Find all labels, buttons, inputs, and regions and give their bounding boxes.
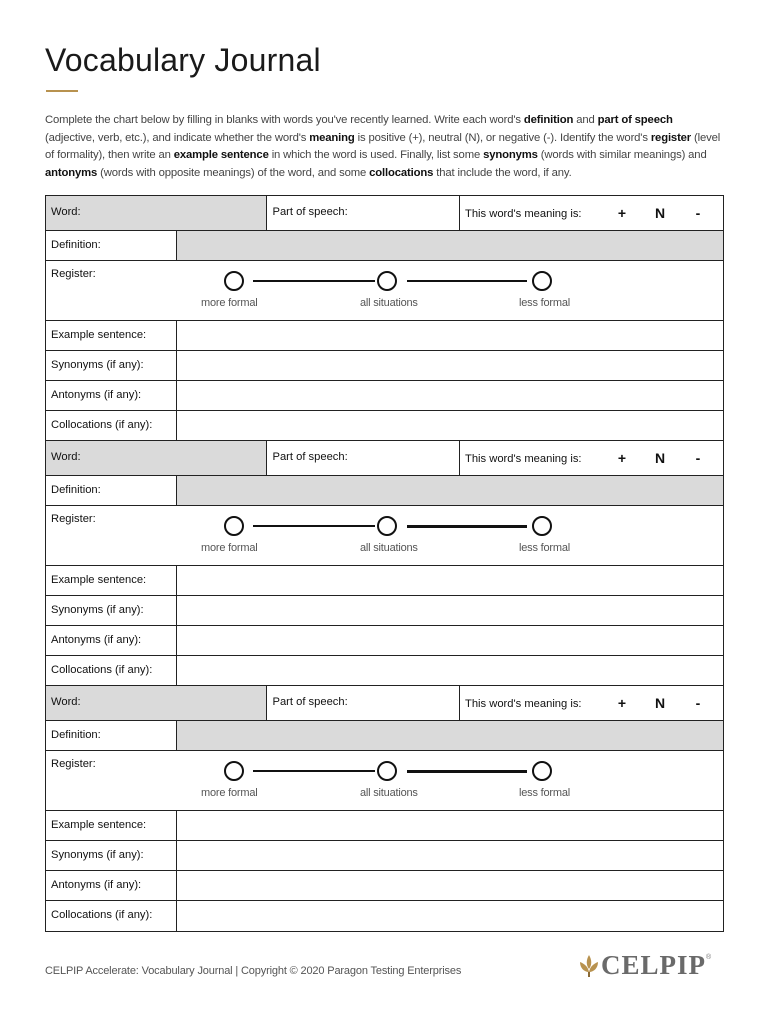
antonyms-row [46,871,723,901]
example-label: Example sentence: [46,811,177,840]
logo-brand-text: CELPIP [601,950,707,980]
meaning-positive-option[interactable]: + [617,205,627,221]
definition-field[interactable] [177,476,723,505]
example-label: Example sentence: [46,566,177,595]
intro-keyword: part of speech [597,114,673,126]
all-situations-label: all situations [360,787,418,799]
register-label: Register: [51,268,96,280]
synonyms-row [46,596,723,626]
synonyms-row [46,351,723,381]
less-formal-label: less formal [519,297,570,309]
example-field[interactable] [177,811,723,840]
synonyms-row [46,841,723,871]
meaning-neutral-option[interactable]: N [654,205,666,221]
definition-label: Definition: [46,476,177,505]
definition-field[interactable] [177,721,723,750]
definition-label: Definition: [46,721,177,750]
word-row [46,441,723,476]
meaning-label: This word's meaning is: [465,208,582,220]
word-field[interactable] [46,196,267,230]
intro-keyword: example sentence [173,149,269,161]
collocations-label: Collocations (if any): [46,656,177,685]
journal-entry [46,441,723,686]
scale-line-right [407,525,527,528]
intro-keyword: meaning [309,131,355,144]
collocations-label: Collocations (if any): [46,901,177,931]
collocations-row [46,656,723,686]
register-row [46,506,723,566]
collocations-field[interactable] [177,901,723,931]
antonyms-field[interactable] [177,871,723,900]
scale-line-left [253,770,375,772]
more-formal-label: more formal [201,787,258,799]
synonyms-field[interactable] [177,596,723,625]
vocabulary-table [45,195,724,932]
less-formal-label: less formal [519,787,570,799]
example-row [46,321,723,351]
example-row [46,566,723,596]
intro-text: Complete the chart below by filling in blanks with words you've recently learned. Write each word's [45,114,524,126]
all-situations-radio[interactable] [377,761,397,781]
word-field[interactable] [46,441,267,475]
meaning-positive-option[interactable]: + [617,695,627,711]
meaning-label: This word's meaning is: [465,453,582,465]
less-formal-radio[interactable] [532,516,552,536]
intro-text: is positive (+), neutral (N), or negative (-). Identify the word's [354,131,651,144]
collocations-row [46,411,723,441]
intro-text: in which the word is used. Finally, list some [268,149,484,161]
intro-text: (words with opposite meanings) of the word, and some [97,166,370,179]
register-scale [46,751,723,810]
antonyms-field[interactable] [177,626,723,655]
collocations-label: Collocations (if any): [46,411,177,440]
word-label: Word: [51,696,81,708]
all-situations-radio[interactable] [377,271,397,291]
antonyms-label: Antonyms (if any): [46,626,177,655]
word-field[interactable] [46,686,267,720]
journal-entry [46,686,723,932]
intro-keyword: synonyms [483,149,538,161]
footer-copyright: CELPIP Accelerate: Vocabulary Journal | Copyright © 2020 Paragon Testing Enterprises [45,965,462,977]
antonyms-row [46,626,723,656]
instructions-paragraph [45,112,725,182]
synonyms-label: Synonyms (if any): [46,841,177,870]
example-row [46,811,723,841]
scale-line-left [253,280,375,282]
synonyms-label: Synonyms (if any): [46,596,177,625]
example-field[interactable] [177,566,723,595]
example-field[interactable] [177,321,723,350]
meaning-negative-option[interactable]: - [695,695,701,711]
part-of-speech-label: Part of speech: [272,451,348,463]
intro-text: and [573,114,598,126]
leaf-icon [577,953,601,979]
part-of-speech-field[interactable] [267,686,460,720]
intro-keyword: antonyms [45,166,98,179]
title-underline [46,90,78,92]
definition-row [46,476,723,506]
page-title: Vocabulary Journal [45,42,321,78]
celpip-logo [577,950,711,981]
all-situations-radio[interactable] [377,516,397,536]
more-formal-label: more formal [201,542,258,554]
register-row [46,751,723,811]
journal-entry [46,196,723,441]
part-of-speech-field[interactable] [267,196,460,230]
meaning-label: This word's meaning is: [465,698,582,710]
synonyms-field[interactable] [177,351,723,380]
definition-row [46,721,723,751]
part-of-speech-label: Part of speech: [272,206,348,218]
intro-keyword: definition [523,114,574,126]
word-label: Word: [51,451,81,463]
registered-mark: ® [706,954,712,961]
meaning-positive-option[interactable]: + [617,450,627,466]
scale-line-left [253,525,375,527]
example-label: Example sentence: [46,321,177,350]
all-situations-label: all situations [360,297,418,309]
intro-text: (level of formality), then write an [45,131,721,161]
meaning-field [460,686,723,720]
more-formal-radio[interactable] [224,516,244,536]
intro-keyword: register [650,131,692,144]
meaning-field [460,196,723,230]
antonyms-row [46,381,723,411]
intro-keyword: collocations [369,166,434,179]
intro-text: (words with similar meanings) and [537,149,707,161]
less-formal-radio[interactable] [532,271,552,291]
synonyms-field[interactable] [177,841,723,870]
register-label: Register: [51,758,96,770]
meaning-field [460,441,723,475]
scale-line-right [407,770,527,773]
collocations-field[interactable] [177,656,723,685]
part-of-speech-field[interactable] [267,441,460,475]
register-scale [46,261,723,320]
more-formal-radio[interactable] [224,271,244,291]
meaning-negative-option[interactable]: - [695,205,701,221]
all-situations-label: all situations [360,542,418,554]
less-formal-label: less formal [519,542,570,554]
definition-label: Definition: [46,231,177,260]
register-scale [46,506,723,565]
intro-text: (adjective, verb, etc.), and indicate whether the word's [45,131,310,144]
part-of-speech-label: Part of speech: [272,696,348,708]
meaning-negative-option[interactable]: - [695,450,701,466]
definition-row [46,231,723,261]
intro-text: that include the word, if any. [433,166,572,179]
scale-line-right [407,280,527,282]
collocations-field[interactable] [177,411,723,440]
word-row [46,196,723,231]
more-formal-radio[interactable] [224,761,244,781]
meaning-neutral-option[interactable]: N [654,695,666,711]
antonyms-label: Antonyms (if any): [46,871,177,900]
definition-field[interactable] [177,231,723,260]
meaning-neutral-option[interactable]: N [654,450,666,466]
register-label: Register: [51,513,96,525]
antonyms-field[interactable] [177,381,723,410]
collocations-row [46,901,723,932]
word-row [46,686,723,721]
word-label: Word: [51,206,81,218]
synonyms-label: Synonyms (if any): [46,351,177,380]
register-row [46,261,723,321]
more-formal-label: more formal [201,297,258,309]
antonyms-label: Antonyms (if any): [46,381,177,410]
less-formal-radio[interactable] [532,761,552,781]
